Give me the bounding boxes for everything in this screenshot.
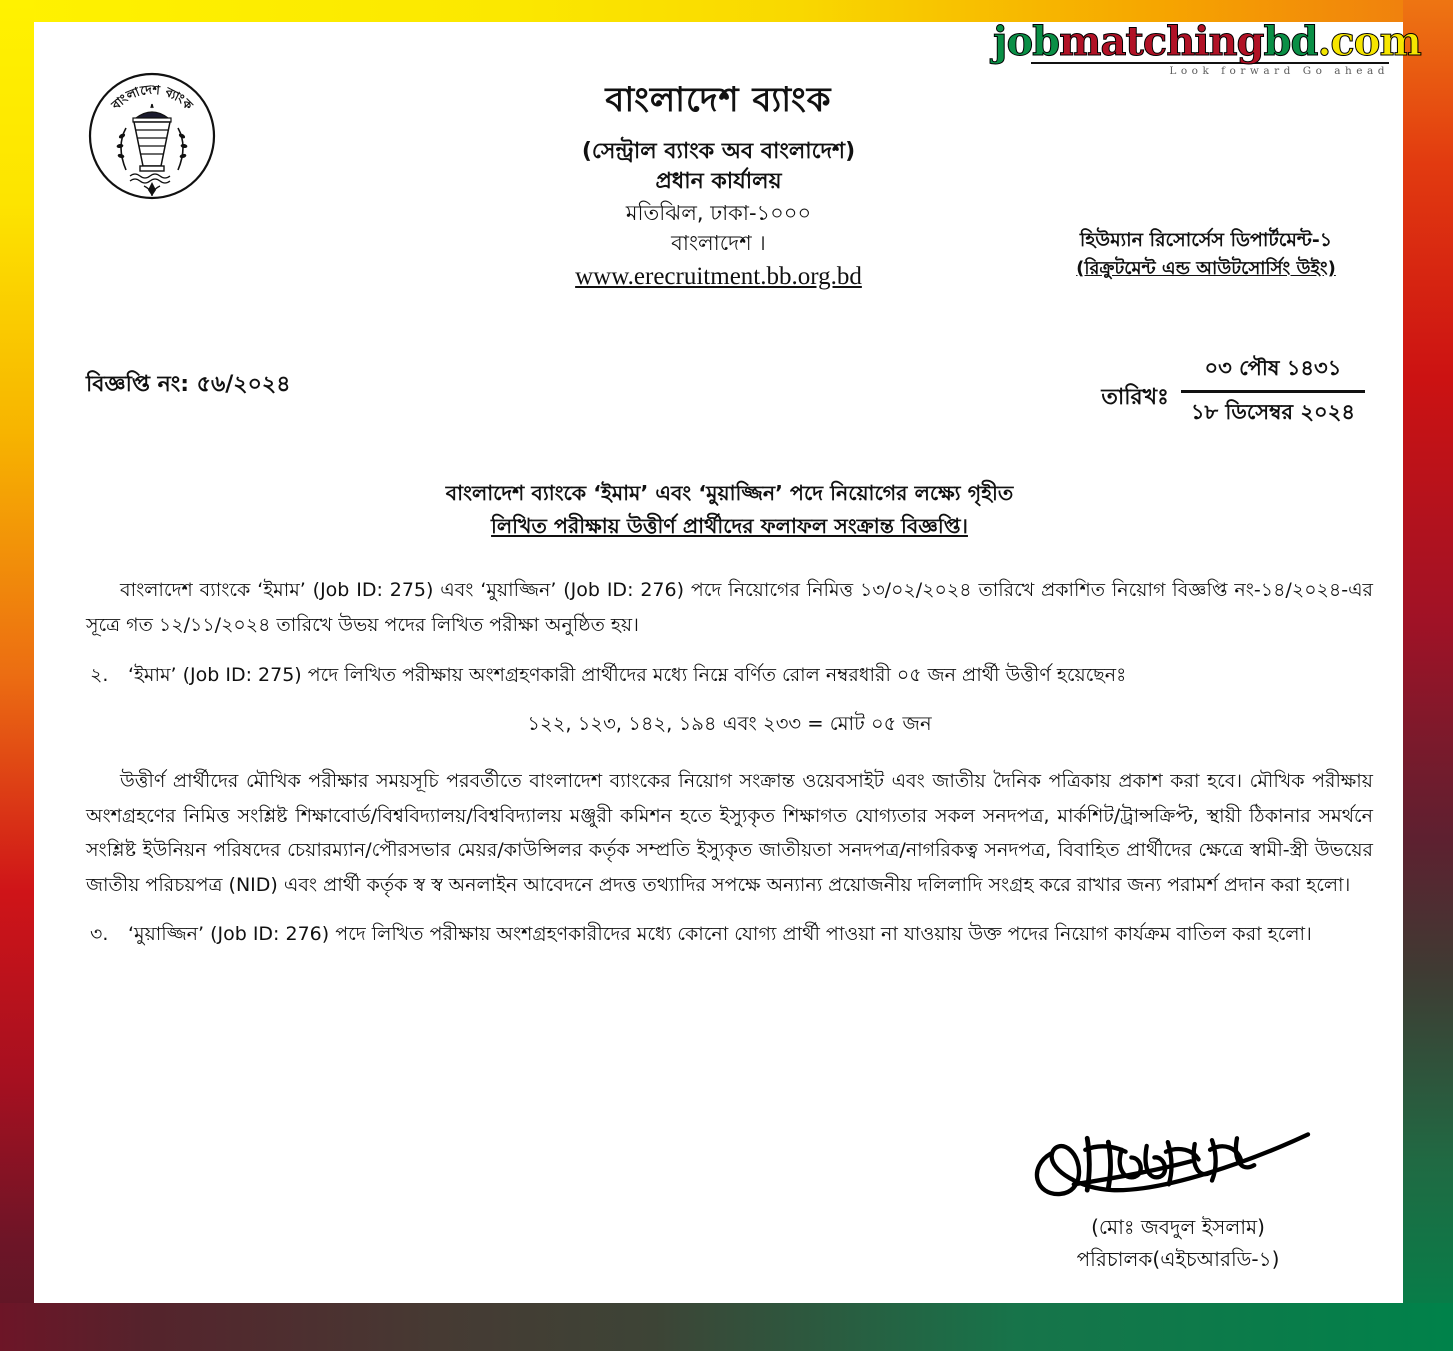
notice-body: [86, 477, 1373, 960]
bank-name: বাংলাদেশ ব্যাংক: [605, 80, 832, 120]
notice-title: [86, 477, 1373, 543]
handwritten-signature: [1020, 1121, 1337, 1217]
item-2-text: ‘ইমাম’ (Job ID: 275) পদে লিখিত পরীক্ষায় অংশগ্রহণকারী প্রার্থীদের মধ্যে নিম্নে বর্ণিত রোল নম্বরধারী ০৫ জন প্রার্থী উত্তীর্ণ হয়েছেনঃ: [128, 663, 1127, 686]
svg-text:বাংলাদেশ ব্যাংক: বাংলাদেশ ব্যাংক: [108, 81, 196, 113]
paragraph-1: বাংলাদেশ ব্যাংকে ‘ইমাম’ (Job ID: 275) এবং ‘মুয়াজ্জিন’ (Job ID: 276) পদে নিয়োগের নিমিত্ত ১৩/০২/২০২৪ তারিখে প্রকাশিত নিয়োগ বিজ্ঞপ্তি নং-১৪/২০২৪-এর সূত্রে গত ১২/১১/২০২৪ তারিখে উভয় পদের লিখিত পরীক্ষা অনুষ্ঠিত হয়।: [86, 579, 1373, 636]
watermark-com: com: [1330, 18, 1421, 65]
watermark-tagline: Look forward Go ahead: [1169, 65, 1389, 77]
website-link[interactable]: www.erecruitment.bb.org.bd: [575, 262, 862, 290]
watermark-wordmark: [993, 18, 1421, 65]
watermark-bd: bd: [1263, 18, 1318, 65]
hr-department-wing: (রিক্রুটমেন্ট এন্ড আউটসোর্সিং উইং): [1076, 257, 1336, 279]
hr-department-block: [1031, 227, 1381, 282]
date-gregorian: ১৮ ডিসেম্বর ২০২৪: [1190, 399, 1355, 424]
watermark-dot: .: [1317, 18, 1331, 65]
border-right: [1403, 0, 1453, 1351]
head-office-label: প্রধান কার্যালয়: [655, 169, 782, 195]
bank-subtitle: (সেন্ট্রাল ব্যাংক অব বাংলাদেশ): [581, 139, 856, 164]
notice-date-block: [1101, 352, 1365, 431]
signatory-designation: পরিচালক(এইচআরডি-১): [1076, 1247, 1280, 1271]
address-line-2: বাংলাদেশ ।: [671, 231, 766, 256]
numbered-item-2: [86, 658, 1373, 693]
date-fraction: [1181, 352, 1365, 431]
hr-department-name: হিউম্যান রিসোর্সেস ডিপার্টমেন্ট-১: [1079, 229, 1333, 251]
notice-number: বিজ্ঞপ্তি নং: ৫৬/২০২৪: [86, 372, 291, 397]
date-bengali: ০৩ পৌষ ১৪৩১: [1204, 356, 1342, 380]
signatory-name: (মোঃ জবদুল ইসলাম): [1091, 1215, 1265, 1239]
item-3-number: ৩.: [90, 923, 109, 946]
date-label: তারিখঃ: [1101, 384, 1169, 410]
watermark-matching: matching: [1059, 18, 1264, 65]
notice-title-line-2: লিখিত পরীক্ষায় উত্তীর্ণ প্রার্থীদের ফলাফল সংক্রান্ত বিজ্ঞপ্তি।: [491, 514, 968, 539]
border-bottom: [0, 1303, 1453, 1351]
signature-block: [1013, 1121, 1343, 1275]
border-left: [0, 0, 34, 1351]
notice-title-line-1: বাংলাদেশ ব্যাংকে ‘ইমাম’ এবং ‘মুয়াজ্জিন’ পদে নিয়োগের লক্ষ্যে গৃহীত: [445, 481, 1014, 505]
notice-sheet: [34, 18, 1421, 1303]
item-2-number: ২.: [90, 663, 109, 686]
paragraph-2: উত্তীর্ণ প্রার্থীদের মৌখিক পরীক্ষার সময়সূচি পরবর্তীতে বাংলাদেশ ব্যাংকের নিয়োগ সংক্রান্ত ওয়েবসাইট এবং জাতীয় দৈনিক পত্রিকায় প্রকাশ করা হবে। মৌখিক পরীক্ষায় অংশগ্রহণের নিমিত্ত সংশ্লিষ্ট শিক্ষাবোর্ড/বিশ্ববিদ্যালয়/বিশ্ববিদ্যালয় মঞ্জুরী কমিশন হতে ইস্যুকৃত শিক্ষাগত যোগ্যতার সকল সনদপত্র, মার্কশিট/ট্রান্সক্রিপ্ট, স্থায়ী ঠিকানার সমর্থনে সংশ্লিষ্ট ইউনিয়ন পরিষদের চেয়ারম্যান/পৌরসভার মেয়র/কাউন্সিলর কর্তৃক সম্প্রতি ইস্যুকৃত জাতীয়তা সনদপত্র/নাগরিকত্ব সনদপত্র, বিবাহিত প্রার্থীদের ক্ষেত্রে স্বামী-স্ত্রী উভয়ের জাতীয় পরিচয়পত্র (NID) এবং প্রার্থী কর্তৃক স্ব স্ব অনলাইন আবেদনে প্রদত্ত তথ্যাদির সপক্ষে অন্যান্য প্রয়োজনীয় দলিলাদি সংগ্রহ করে রাখার জন্য পরামর্শ প্রদান করা হলো।: [86, 770, 1373, 896]
watermark-job: job: [993, 18, 1060, 65]
item-3-text: ‘মুয়াজ্জিন’ (Job ID: 276) পদে লিখিত পরীক্ষায় অংশগ্রহণকারীদের মধ্যে কোনো যোগ্য প্রার্থী পাওয়া না যাওয়ায় উক্ত পদের নিয়োগ কার্যক্রম বাতিল করা হলো।: [128, 923, 1312, 946]
numbered-item-3: [86, 917, 1373, 952]
address-line-1: মতিঝিল, ঢাকা-১০০০: [625, 200, 812, 225]
passed-roll-numbers: ১২২, ১২৩, ১৪২, ১৯৪ এবং ২৩৩ = মোট ০৫ জন: [527, 712, 932, 736]
